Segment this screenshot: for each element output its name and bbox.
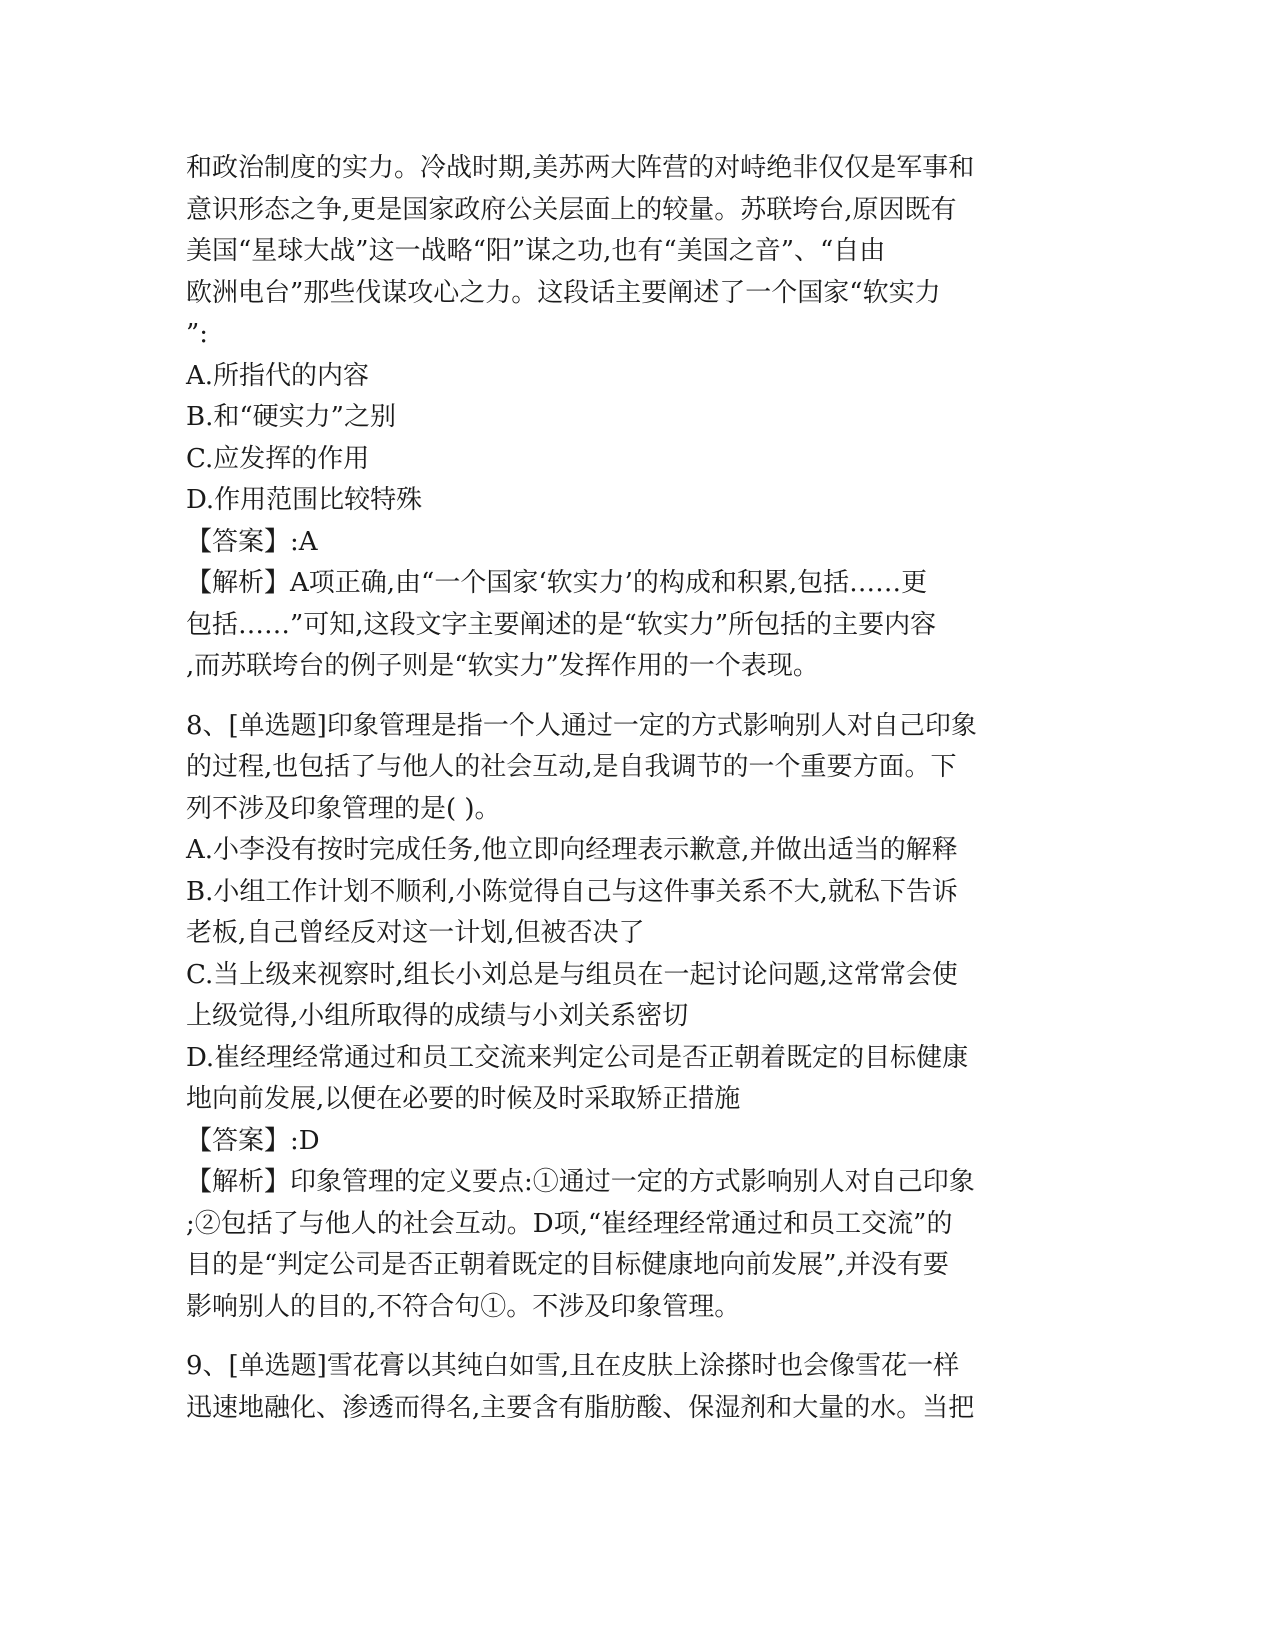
question-8-analysis-line: 影响别人的目的,不符合句①。不涉及印象管理。 bbox=[186, 1291, 741, 1322]
question-7-stem-line: 欧洲电台”那些伐谋攻心之力。这段话主要阐述了一个国家“软实力 bbox=[186, 277, 941, 308]
question-8-option-line: C.当上级来视察时,组长小刘总是与组员在一起讨论问题,这常常会使 bbox=[186, 959, 958, 990]
question-9-stem-line: 9、[单选题]雪花膏以其纯白如雪,且在皮肤上涂搽时也会像雪花一样 bbox=[186, 1351, 960, 1381]
question-8-stem-line: 8、[单选题]印象管理是指一个人通过一定的方式影响别人对自己印象 bbox=[186, 710, 977, 741]
question-7-option-a: A.所指代的内容 bbox=[186, 360, 370, 391]
question-7-analysis-line: 【解析】A项正确,由“一个国家‘软实力’的构成和积累,包括……更 bbox=[186, 568, 928, 598]
question-9-block bbox=[186, 1346, 1086, 1429]
question-8-analysis-line: 目的是“判定公司是否正朝着既定的目标健康地向前发展”,并没有要 bbox=[186, 1250, 949, 1280]
question-7-stem-line: 和政治制度的实力。冷战时期,美苏两大阵营的对峙绝非仅仅是军事和 bbox=[186, 153, 975, 183]
question-8-stem-line: 的过程,也包括了与他人的社会互动,是自我调节的一个重要方面。下 bbox=[186, 752, 957, 782]
question-8-option-line: 地向前发展,以便在必要的时候及时采取矫正措施 bbox=[186, 1084, 741, 1114]
question-8-option-line: 老板,自己曾经反对这一计划,但被否决了 bbox=[186, 918, 645, 948]
question-9-stem-line: 迅速地融化、渗透而得名,主要含有脂肪酸、保湿剂和大量的水。当把 bbox=[186, 1392, 975, 1423]
question-8-block bbox=[186, 706, 1086, 1329]
question-8-analysis-line: ;②包括了与他人的社会互动。D项,“崔经理经常通过和员工交流”的 bbox=[186, 1208, 953, 1239]
question-7-analysis-line: ,而苏联垮台的例子则是“软实力”发挥作用的一个表现。 bbox=[186, 651, 819, 681]
question-8-option-line: 上级觉得,小组所取得的成绩与小刘关系密切 bbox=[186, 1001, 689, 1031]
question-7-stem-line: 美国“星球大战”这一战略“阳”谋之功,也有“美国之音”、“自由 bbox=[186, 236, 886, 266]
question-8-option-line: D.崔经理经常通过和员工交流来判定公司是否正朝着既定的目标健康 bbox=[186, 1042, 969, 1073]
question-7-block bbox=[186, 148, 1086, 688]
question-8-analysis-line: 【解析】印象管理的定义要点:①通过一定的方式影响别人对自己印象 bbox=[186, 1167, 975, 1197]
document-page bbox=[186, 148, 1086, 1429]
question-8-option-line: B.小组工作计划不顺利,小陈觉得自己与这件事关系不大,就私下告诉 bbox=[186, 876, 958, 907]
question-8-answer: 【答案】:D bbox=[186, 1125, 320, 1156]
question-7-option-d: D.作用范围比较特殊 bbox=[186, 485, 423, 515]
question-7-answer: 【答案】:A bbox=[186, 526, 318, 557]
question-8-option-line: A.小李没有按时完成任务,他立即向经理表示歉意,并做出适当的解释 bbox=[186, 835, 958, 865]
question-7-option-b: B.和“硬实力”之别 bbox=[186, 402, 396, 432]
question-7-stem-line: 意识形态之争,更是国家政府公关层面上的较量。苏联垮台,原因既有 bbox=[186, 194, 957, 225]
question-7-option-c: C.应发挥的作用 bbox=[186, 443, 370, 474]
question-7-stem-line: ”: bbox=[186, 319, 209, 349]
question-8-stem-line: 列不涉及印象管理的是( )。 bbox=[186, 793, 501, 824]
question-7-analysis-line: 包括……”可知,这段文字主要阐述的是“软实力”所包括的主要内容 bbox=[186, 609, 937, 640]
